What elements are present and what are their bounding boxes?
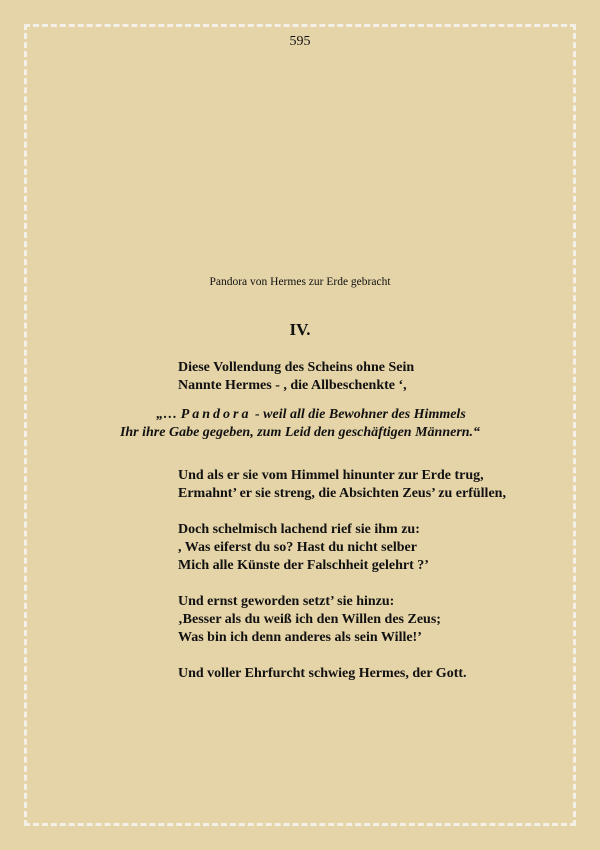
section-heading: IV. bbox=[289, 320, 311, 339]
poem-line-italic bbox=[0, 406, 600, 424]
poem-line-italic: Ihr ihre Gabe gegeben, zum Leid den geschäftigen Männern.“ bbox=[119, 425, 481, 440]
poem-line: Und als er sie vom Himmel hinunter zur Erde trug, bbox=[178, 468, 484, 483]
poem-caption: Pandora von Hermes zur Erde gebracht bbox=[209, 276, 391, 288]
pandora-name: Pandora bbox=[180, 407, 252, 422]
stanza-2 bbox=[0, 406, 600, 442]
stanza-5 bbox=[178, 593, 506, 647]
poem-line: ‚Besser als du weiß ich den Willen des Zeus; bbox=[178, 612, 441, 627]
stanza-1 bbox=[178, 359, 506, 395]
poem-line: Doch schelmisch lachend rief sie ihm zu: bbox=[178, 522, 420, 537]
poem-line: , Was eiferst du so? Hast du nicht selber bbox=[178, 540, 417, 555]
poem-line: Mich alle Künste der Falschheit gelehrt ?’ bbox=[178, 558, 429, 573]
stanza-4 bbox=[178, 521, 506, 575]
quote-prefix: „… bbox=[156, 407, 181, 422]
page-number: 595 bbox=[289, 34, 311, 49]
poem-line: Nannte Hermes - , die Allbeschenkte ‘, bbox=[178, 378, 407, 393]
poem-line: Und ernst geworden setzt’ sie hinzu: bbox=[178, 594, 395, 609]
line-suffix: - weil all die Bewohner des Himmels bbox=[251, 407, 466, 422]
poem-line: Ermahnt’ er sie streng, die Absichten Zeus’ zu erfüllen, bbox=[178, 486, 506, 501]
poem-line: Diese Vollendung des Scheins ohne Sein bbox=[178, 360, 415, 375]
stanza-6 bbox=[178, 665, 506, 683]
poem-line: Und voller Ehrfurcht schwieg Hermes, der Gott. bbox=[178, 666, 467, 681]
stanza-3 bbox=[178, 467, 506, 503]
poem-line: Was bin ich denn anderes als sein Wille!’ bbox=[178, 630, 422, 645]
